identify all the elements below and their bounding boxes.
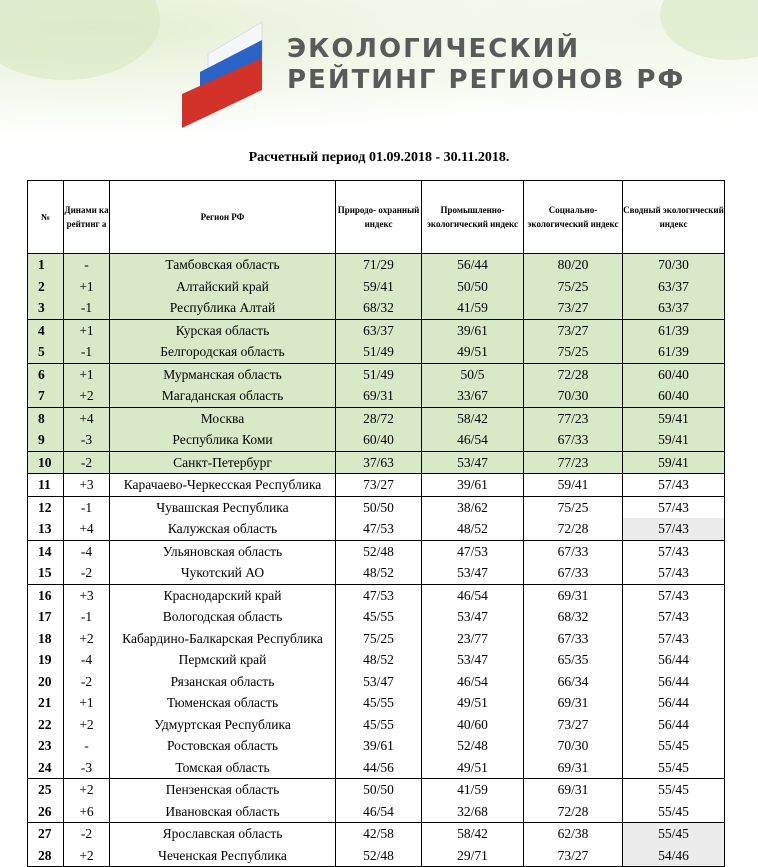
rating-dynamics: +2 (64, 779, 110, 801)
region-name: Калужская область (110, 518, 336, 540)
region-name: Томская область (110, 757, 336, 779)
social-index: 69/31 (524, 584, 623, 606)
row-number: 15 (28, 562, 64, 584)
social-index: 72/28 (524, 801, 623, 823)
row-number: 3 (28, 297, 64, 319)
social-index: 77/23 (524, 451, 623, 474)
nature-index: 45/55 (336, 606, 422, 628)
rating-dynamics: +1 (64, 363, 110, 385)
social-index: 70/30 (524, 735, 623, 757)
industrial-index: 38/62 (422, 496, 524, 518)
summary-index: 70/30 (623, 254, 725, 276)
social-index: 59/41 (524, 474, 623, 497)
summary-index: 63/37 (623, 276, 725, 298)
summary-index: 57/43 (623, 628, 725, 650)
region-name: Республика Алтай (110, 297, 336, 319)
rating-table (27, 180, 725, 867)
table-row (28, 692, 725, 714)
nature-index: 71/29 (336, 254, 422, 276)
table-row (28, 496, 725, 518)
industrial-index: 40/60 (422, 714, 524, 736)
table-row (28, 562, 725, 584)
region-name: Удмуртская Республика (110, 714, 336, 736)
region-name: Мурманская область (110, 363, 336, 385)
region-name: Алтайский край (110, 276, 336, 298)
industrial-index: 53/47 (422, 562, 524, 584)
industrial-index: 46/54 (422, 584, 524, 606)
logo-title-line1: ЭКОЛОГИЧЕСКИЙ (287, 34, 581, 64)
region-name: Курская область (110, 319, 336, 341)
industrial-index: 29/71 (422, 845, 524, 867)
industrial-index: 23/77 (422, 628, 524, 650)
rating-dynamics: -3 (64, 429, 110, 451)
row-number: 18 (28, 628, 64, 650)
social-index: 77/23 (524, 407, 623, 429)
rating-dynamics: -1 (64, 297, 110, 319)
nature-index: 50/50 (336, 496, 422, 518)
summary-index: 55/45 (623, 735, 725, 757)
row-number: 4 (28, 319, 64, 341)
nature-index: 60/40 (336, 429, 422, 451)
social-index: 66/34 (524, 671, 623, 693)
nature-index: 44/56 (336, 757, 422, 779)
header-num: № (28, 181, 64, 254)
region-name: Вологодская область (110, 606, 336, 628)
logo-title (287, 34, 685, 96)
nature-index: 46/54 (336, 801, 422, 823)
summary-index: 55/45 (623, 779, 725, 801)
industrial-index: 48/52 (422, 518, 524, 540)
rating-dynamics: -4 (64, 649, 110, 671)
industrial-index: 33/67 (422, 385, 524, 407)
table-row (28, 649, 725, 671)
nature-index: 63/37 (336, 319, 422, 341)
industrial-index: 49/51 (422, 757, 524, 779)
industrial-index: 58/42 (422, 407, 524, 429)
row-number: 22 (28, 714, 64, 736)
rating-dynamics: +2 (64, 714, 110, 736)
nature-index: 52/48 (336, 540, 422, 562)
summary-index: 57/43 (623, 584, 725, 606)
rating-dynamics: -1 (64, 341, 110, 363)
region-name: Республика Коми (110, 429, 336, 451)
nature-index: 52/48 (336, 845, 422, 867)
region-name: Карачаево-Черкесская Республика (110, 474, 336, 497)
table-row (28, 385, 725, 407)
row-number: 27 (28, 823, 64, 845)
rating-dynamics: - (64, 254, 110, 276)
rating-dynamics: +2 (64, 628, 110, 650)
social-index: 75/25 (524, 341, 623, 363)
table-body (28, 254, 725, 867)
row-number: 13 (28, 518, 64, 540)
rating-dynamics: +2 (64, 845, 110, 867)
social-index: 73/27 (524, 714, 623, 736)
rating-dynamics: -2 (64, 671, 110, 693)
social-index: 69/31 (524, 757, 623, 779)
rating-dynamics: +2 (64, 385, 110, 407)
summary-index: 61/39 (623, 319, 725, 341)
summary-index: 56/44 (623, 714, 725, 736)
row-number: 12 (28, 496, 64, 518)
rating-dynamics: +3 (64, 474, 110, 497)
row-number: 19 (28, 649, 64, 671)
industrial-index: 52/48 (422, 735, 524, 757)
summary-index: 59/41 (623, 451, 725, 474)
header-social-index: Социально- экологический индекс (524, 181, 623, 254)
rating-dynamics: -4 (64, 540, 110, 562)
nature-index: 68/32 (336, 297, 422, 319)
social-index: 67/33 (524, 628, 623, 650)
region-name: Белгородская область (110, 341, 336, 363)
region-name: Магаданская область (110, 385, 336, 407)
header-nature-index: Природо- охранный индекс (336, 181, 422, 254)
industrial-index: 56/44 (422, 254, 524, 276)
rating-dynamics: +1 (64, 319, 110, 341)
summary-index: 55/45 (623, 823, 725, 845)
social-index: 67/33 (524, 540, 623, 562)
row-number: 20 (28, 671, 64, 693)
header-banner (0, 0, 758, 140)
industrial-index: 46/54 (422, 671, 524, 693)
social-index: 65/35 (524, 649, 623, 671)
table-row (28, 801, 725, 823)
social-index: 73/27 (524, 845, 623, 867)
summary-index: 57/43 (623, 606, 725, 628)
region-name: Пермский край (110, 649, 336, 671)
social-index: 75/25 (524, 276, 623, 298)
region-name: Москва (110, 407, 336, 429)
logo-title-line2: РЕЙТИНГ РЕГИОНОВ РФ (287, 65, 686, 95)
nature-index: 48/52 (336, 649, 422, 671)
rating-dynamics: -3 (64, 757, 110, 779)
social-index: 62/38 (524, 823, 623, 845)
row-number: 6 (28, 363, 64, 385)
table-row (28, 341, 725, 363)
rating-dynamics: -2 (64, 823, 110, 845)
nature-index: 45/55 (336, 692, 422, 714)
rating-dynamics: +3 (64, 584, 110, 606)
table-row (28, 540, 725, 562)
row-number: 5 (28, 341, 64, 363)
nature-index: 39/61 (336, 735, 422, 757)
summary-index: 57/43 (623, 518, 725, 540)
table-row (28, 518, 725, 540)
social-index: 69/31 (524, 779, 623, 801)
social-index: 72/28 (524, 518, 623, 540)
rating-dynamics: - (64, 735, 110, 757)
region-name: Краснодарский край (110, 584, 336, 606)
social-index: 68/32 (524, 606, 623, 628)
industrial-index: 41/59 (422, 779, 524, 801)
rating-dynamics: +1 (64, 692, 110, 714)
rating-dynamics: -1 (64, 606, 110, 628)
summary-index: 55/45 (623, 757, 725, 779)
social-index: 75/25 (524, 496, 623, 518)
region-name: Ярославская область (110, 823, 336, 845)
nature-index: 53/47 (336, 671, 422, 693)
row-number: 25 (28, 779, 64, 801)
nature-index: 28/72 (336, 407, 422, 429)
flag-logo-icon (180, 2, 290, 132)
nature-index: 47/53 (336, 584, 422, 606)
table-row (28, 671, 725, 693)
social-index: 80/20 (524, 254, 623, 276)
nature-index: 69/31 (336, 385, 422, 407)
table-row (28, 276, 725, 298)
table-row (28, 297, 725, 319)
row-number: 14 (28, 540, 64, 562)
industrial-index: 50/5 (422, 363, 524, 385)
row-number: 1 (28, 254, 64, 276)
rating-dynamics: -1 (64, 496, 110, 518)
row-number: 28 (28, 845, 64, 867)
row-number: 10 (28, 451, 64, 474)
row-number: 2 (28, 276, 64, 298)
nature-index: 75/25 (336, 628, 422, 650)
header-dynamics: Динами ка рейтинг а (64, 181, 110, 254)
table-row (28, 584, 725, 606)
nature-index: 50/50 (336, 779, 422, 801)
industrial-index: 32/68 (422, 801, 524, 823)
region-name: Чеченская Республика (110, 845, 336, 867)
region-name: Санкт-Петербург (110, 451, 336, 474)
summary-index: 60/40 (623, 363, 725, 385)
nature-index: 37/63 (336, 451, 422, 474)
summary-index: 61/39 (623, 341, 725, 363)
table-row (28, 319, 725, 341)
industrial-index: 49/51 (422, 692, 524, 714)
rating-dynamics: +1 (64, 276, 110, 298)
row-number: 16 (28, 584, 64, 606)
row-number: 17 (28, 606, 64, 628)
industrial-index: 39/61 (422, 474, 524, 497)
industrial-index: 50/50 (422, 276, 524, 298)
row-number: 9 (28, 429, 64, 451)
row-number: 26 (28, 801, 64, 823)
nature-index: 48/52 (336, 562, 422, 584)
summary-index: 55/45 (623, 801, 725, 823)
summary-index: 57/43 (623, 496, 725, 518)
industrial-index: 53/47 (422, 451, 524, 474)
row-number: 21 (28, 692, 64, 714)
summary-index: 56/44 (623, 649, 725, 671)
region-name: Чувашская Республика (110, 496, 336, 518)
table-row (28, 474, 725, 497)
social-index: 67/33 (524, 429, 623, 451)
industrial-index: 39/61 (422, 319, 524, 341)
row-number: 23 (28, 735, 64, 757)
rating-dynamics: +4 (64, 518, 110, 540)
row-number: 11 (28, 474, 64, 497)
row-number: 24 (28, 757, 64, 779)
table-header-row (28, 181, 725, 254)
summary-index: 57/43 (623, 540, 725, 562)
region-name: Чукотский АО (110, 562, 336, 584)
industrial-index: 47/53 (422, 540, 524, 562)
summary-index: 56/44 (623, 671, 725, 693)
table-row (28, 735, 725, 757)
region-name: Ивановская область (110, 801, 336, 823)
summary-index: 60/40 (623, 385, 725, 407)
region-name: Пензенская область (110, 779, 336, 801)
nature-index: 51/49 (336, 341, 422, 363)
social-index: 69/31 (524, 692, 623, 714)
table-row (28, 606, 725, 628)
industrial-index: 58/42 (422, 823, 524, 845)
region-name: Тамбовская область (110, 254, 336, 276)
industrial-index: 53/47 (422, 606, 524, 628)
industrial-index: 49/51 (422, 341, 524, 363)
nature-index: 51/49 (336, 363, 422, 385)
summary-index: 57/43 (623, 562, 725, 584)
table-row (28, 779, 725, 801)
row-number: 7 (28, 385, 64, 407)
summary-index: 59/41 (623, 429, 725, 451)
table-row (28, 845, 725, 867)
table-row (28, 451, 725, 474)
social-index: 70/30 (524, 385, 623, 407)
rating-dynamics: +4 (64, 407, 110, 429)
nature-index: 73/27 (336, 474, 422, 497)
region-name: Тюменская область (110, 692, 336, 714)
nature-index: 59/41 (336, 276, 422, 298)
header-industrial-index: Промышленно- экологический индекс (422, 181, 524, 254)
table-row (28, 363, 725, 385)
summary-index: 59/41 (623, 407, 725, 429)
social-index: 73/27 (524, 297, 623, 319)
table-row (28, 254, 725, 276)
nature-index: 42/58 (336, 823, 422, 845)
industrial-index: 41/59 (422, 297, 524, 319)
region-name: Ростовская область (110, 735, 336, 757)
social-index: 72/28 (524, 363, 623, 385)
table-row (28, 823, 725, 845)
summary-index: 54/46 (623, 845, 725, 867)
table-row (28, 757, 725, 779)
rating-dynamics: -2 (64, 562, 110, 584)
table-row (28, 714, 725, 736)
header-region: Регион РФ (110, 181, 336, 254)
summary-index: 57/43 (623, 474, 725, 497)
nature-index: 45/55 (336, 714, 422, 736)
region-name: Кабардино-Балкарская Республика (110, 628, 336, 650)
region-name: Рязанская область (110, 671, 336, 693)
rating-dynamics: +6 (64, 801, 110, 823)
nature-index: 47/53 (336, 518, 422, 540)
summary-index: 63/37 (623, 297, 725, 319)
table-row (28, 407, 725, 429)
header-summary-index: Сводный экологический индекс (623, 181, 725, 254)
region-name: Ульяновская область (110, 540, 336, 562)
social-index: 67/33 (524, 562, 623, 584)
row-number: 8 (28, 407, 64, 429)
table-row (28, 429, 725, 451)
summary-index: 56/44 (623, 692, 725, 714)
calculation-period: Расчетный период 01.09.2018 - 30.11.2018. (248, 150, 510, 165)
social-index: 73/27 (524, 319, 623, 341)
industrial-index: 53/47 (422, 649, 524, 671)
industrial-index: 46/54 (422, 429, 524, 451)
rating-dynamics: -2 (64, 451, 110, 474)
table-row (28, 628, 725, 650)
